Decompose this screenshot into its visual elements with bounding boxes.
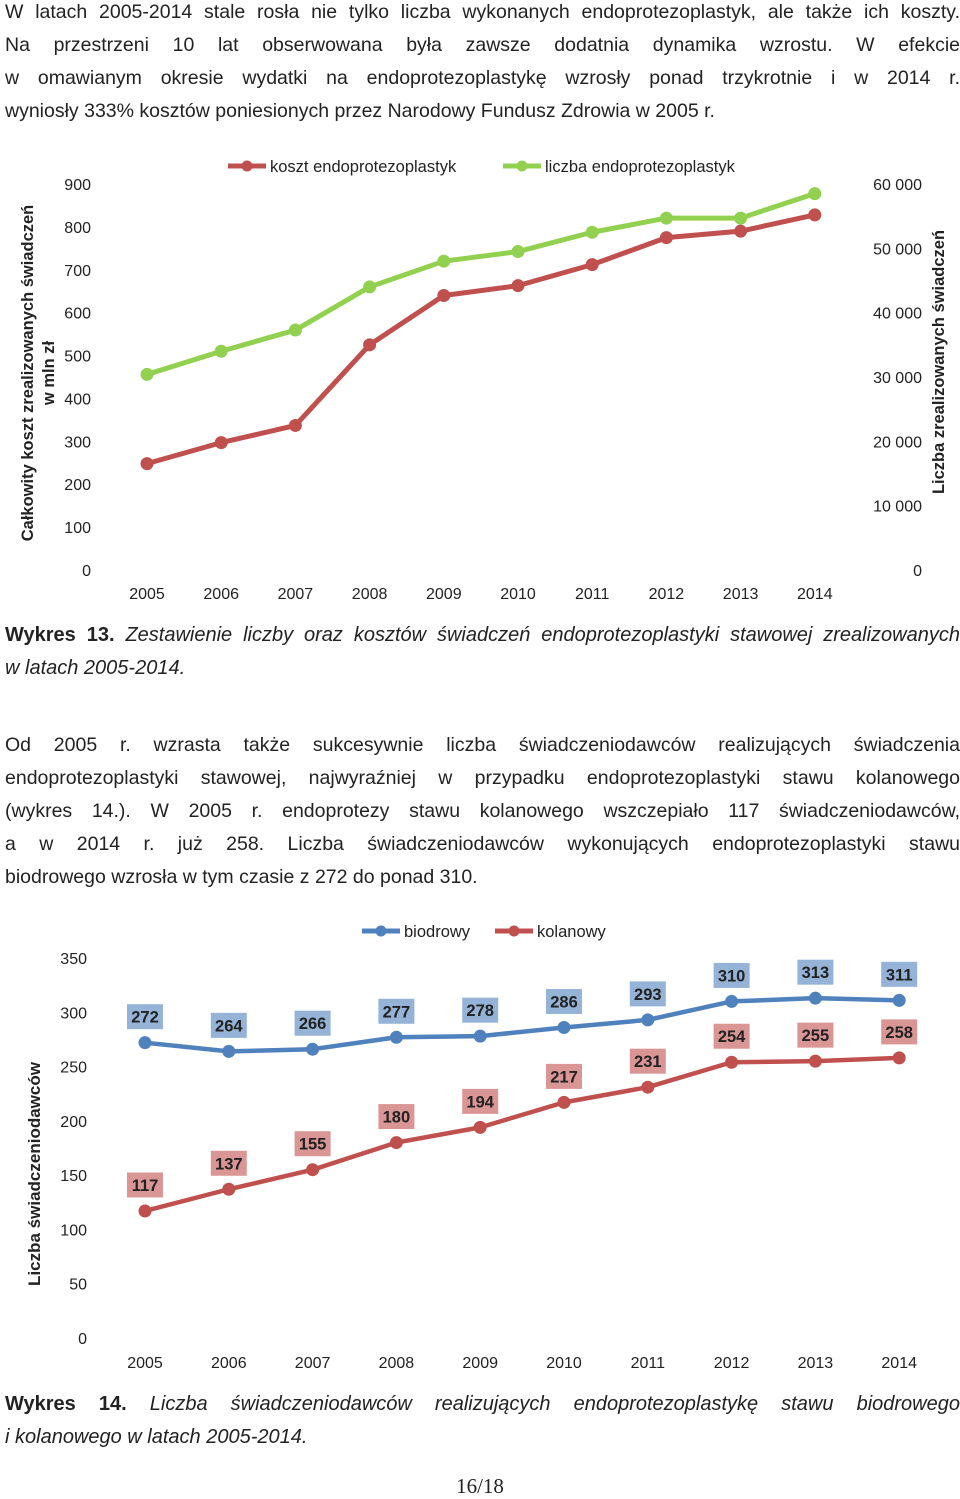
chart13-x-label: 2009 [426, 586, 462, 603]
chart14-biodrowy-data-label: 272 [131, 1008, 159, 1027]
chart13-liczba-point [437, 255, 450, 268]
chart14-biodrowy-point [390, 1031, 403, 1044]
chart13-right-tick: 40 000 [873, 305, 922, 323]
chart14-legend-label: kolanowy [537, 923, 606, 941]
chart14-biodrowy-point [222, 1045, 235, 1058]
caption-14 [5, 1388, 960, 1454]
caption13-line-1 [5, 619, 960, 652]
chart14-kolanowy-data-label: 137 [215, 1155, 243, 1174]
chart13-left-tick: 700 [64, 262, 91, 280]
chart14-y-tick: 150 [60, 1168, 87, 1186]
chart14-kolanowy-line [145, 1058, 899, 1211]
chart14-kolanowy-data-label: 255 [801, 1027, 830, 1046]
chart13-koszt-point [512, 279, 525, 292]
chart14-biodrowy-data-label: 277 [382, 1003, 411, 1022]
body-paragraph [5, 729, 960, 894]
chart13-left-tick: 600 [64, 305, 91, 323]
chart13-right-tick: 10 000 [873, 498, 922, 516]
chart13-koszt-point [660, 231, 673, 244]
caption13-text-1: Zestawienie liczby oraz kosztów świadczeń endoprotezoplastyki stawowej zrealizowanych [125, 624, 960, 646]
chart13-koszt-point [586, 258, 599, 271]
chart14-legend [362, 923, 607, 941]
chart13-legend-label: liczba endoprotezoplastyk [545, 158, 735, 176]
chart13-left-tick: 200 [64, 477, 91, 495]
chart13-liczba-line [147, 194, 815, 375]
chart-14 [0, 910, 960, 1380]
chart13-right-tick: 20 000 [873, 434, 922, 452]
chart13-right-tick: 50 000 [873, 241, 922, 259]
chart13-koszt-point [363, 338, 376, 351]
chart14-x-label: 2008 [378, 1355, 415, 1372]
chart14-biodrowy-data-label: 313 [801, 964, 830, 983]
caption14-label: Wykres 14. [5, 1393, 127, 1415]
body-line-4: a w 2014 r. już 258. Liczba świadczeniodawców wykonujących endoprotezoplastyki stawu [5, 833, 960, 855]
chart14-x-label: 2014 [881, 1355, 917, 1372]
chart13-legend-marker [517, 161, 528, 172]
chart13-series [141, 187, 822, 470]
chart14-y-tick: 50 [69, 1276, 87, 1294]
chart14-kolanowy-point [474, 1121, 487, 1134]
chart14-x-label: 2006 [211, 1355, 247, 1372]
caption13-label: Wykres 13. [5, 624, 115, 646]
chart13-right-tick: 0 [913, 563, 922, 580]
chart13-koszt-point [141, 457, 154, 470]
chart14-x-label: 2012 [713, 1355, 750, 1372]
chart13-koszt-point [808, 208, 821, 221]
chart14-biodrowy-data-label: 310 [717, 967, 746, 986]
chart13-koszt-point [734, 225, 747, 238]
chart14-biodrowy-point [474, 1030, 487, 1043]
chart14-kolanowy-point [725, 1056, 738, 1069]
chart13-liczba-point [660, 212, 673, 225]
intro-line-3: w omawianym okresie wydatki na endoprotezoplastykę wzrosły ponad trzykrotnie i w 2014 r. [5, 67, 960, 89]
body-line-5: biodrowego wzrosła w tym czasie z 272 do ponad 310. [5, 866, 478, 888]
chart13-liczba-point [808, 187, 821, 200]
chart14-biodrowy-data-label: 293 [634, 985, 662, 1004]
intro-paragraph [5, 0, 960, 128]
chart13-legend [228, 158, 736, 176]
intro-line-4: wyniosły 333% kosztów poniesionych przez Narodowy Fundusz Zdrowia w 2005 r. [5, 100, 715, 122]
body-line-1: Od 2005 r. wzrasta także sukcesywnie liczba świadczeniodawców realizujących świadczenia [5, 734, 960, 756]
chart14-y-axis-title: Liczba świadczeniodawców [25, 1062, 44, 1286]
chart14-biodrowy-data-label: 311 [885, 966, 913, 985]
caption13-line-2 [5, 652, 960, 685]
chart13-left-axis-title-line-2: w mln zł [40, 340, 58, 406]
page-number: 16/18 [456, 1474, 504, 1498]
chart14-kolanowy-data-label: 194 [466, 1093, 494, 1112]
chart13-left-axis-title-line-1: Całkowity koszt zrealizowanych świadczeń [19, 204, 37, 542]
chart13-x-label: 2010 [500, 586, 536, 603]
chart13-liczba-point [586, 226, 599, 239]
chart14-kolanowy-data-label: 231 [634, 1053, 662, 1072]
chart14-legend-marker [376, 926, 387, 937]
chart13-koszt-point [289, 419, 302, 432]
body-line-3: (wykres 14.). W 2005 r. endoprotezy stawu kolanowego wszczepiało 117 świadczeniodawców, [5, 800, 960, 822]
chart13-x-label: 2007 [277, 586, 314, 603]
chart13-x-label: 2006 [203, 586, 239, 603]
chart14-biodrowy-point [725, 995, 738, 1008]
chart14-y-axis-ticks [60, 951, 87, 1348]
chart14-biodrowy-data-label: 278 [466, 1002, 494, 1021]
chart13-left-tick: 500 [64, 348, 91, 366]
chart13-liczba-point [363, 280, 376, 293]
chart13-left-tick: 0 [82, 563, 91, 580]
caption14-line-1 [5, 1388, 960, 1421]
chart14-kolanowy-point [893, 1051, 906, 1064]
chart13-right-tick: 30 000 [873, 370, 922, 387]
chart13-x-label: 2011 [574, 586, 610, 603]
chart13-left-tick: 400 [64, 391, 91, 409]
chart14-x-label: 2010 [546, 1355, 582, 1372]
chart13-koszt-point [437, 289, 450, 302]
chart13-x-label: 2012 [648, 586, 685, 603]
chart13-right-axis-title: Liczba zrealizowanych świadczeń [930, 229, 948, 495]
chart13-left-tick: 100 [64, 520, 91, 538]
chart13-left-tick: 300 [64, 434, 91, 452]
chart13-x-label: 2013 [722, 586, 759, 603]
chart14-y-tick: 0 [78, 1331, 87, 1348]
chart-13 [0, 140, 960, 620]
chart14-biodrowy-point [139, 1036, 152, 1049]
intro-line-2: Na przestrzeni 10 lat obserwowana była zawsze dodatnia dynamika wzrostu. W efekcie [5, 34, 960, 56]
chart14-kolanowy-data-label: 117 [131, 1176, 159, 1195]
chart14-x-label: 2013 [797, 1355, 834, 1372]
chart14-kolanowy-point [222, 1183, 235, 1196]
chart13-right-tick: 60 000 [873, 177, 922, 194]
chart14-biodrowy-data-label: 266 [298, 1015, 327, 1034]
chart14-kolanowy-point [558, 1096, 571, 1109]
chart13-right-axis-ticks [873, 177, 922, 580]
chart14-kolanowy-point [390, 1136, 403, 1149]
chart14-legend-marker [509, 926, 520, 937]
chart13-left-axis-ticks [64, 177, 91, 580]
chart14-biodrowy-point [558, 1021, 571, 1034]
body-line-2: endoprotezoplastyki stawowej, najwyraźniej w przypadku endoprotezoplastyki stawu kolanowego [5, 767, 960, 789]
chart14-biodrowy-point [306, 1043, 319, 1056]
caption13-text-2: w latach 2005-2014. [5, 657, 186, 679]
chart14-x-axis-labels [127, 1355, 917, 1372]
chart14-legend-label: biodrowy [404, 923, 471, 941]
chart14-x-label: 2009 [462, 1355, 498, 1372]
chart14-kolanowy-data-label: 217 [550, 1068, 578, 1087]
chart14-x-label: 2011 [630, 1355, 666, 1372]
chart13-koszt-point [215, 436, 228, 449]
chart14-kolanowy-point [809, 1055, 822, 1068]
chart14-biodrowy-data-label: 264 [215, 1017, 243, 1036]
chart13-koszt-line [147, 215, 815, 464]
chart14-kolanowy-data-label: 155 [298, 1135, 327, 1154]
chart14-biodrowy-point [893, 994, 906, 1007]
chart14-y-tick: 200 [60, 1113, 87, 1131]
chart14-kolanowy-data-label: 254 [717, 1028, 746, 1047]
chart13-liczba-point [734, 212, 747, 225]
chart13-liczba-point [512, 245, 525, 258]
chart14-kolanowy-point [306, 1163, 319, 1176]
chart14-y-tick: 100 [60, 1222, 87, 1240]
chart13-liczba-point [141, 368, 154, 381]
chart13-left-tick: 800 [64, 219, 91, 237]
chart14-kolanowy-data-label: 258 [885, 1023, 913, 1042]
chart14-x-label: 2005 [127, 1355, 163, 1372]
chart14-kolanowy-data-label: 180 [382, 1108, 411, 1127]
caption-13 [5, 619, 960, 685]
chart13-liczba-point [215, 345, 228, 358]
chart14-y-tick: 300 [60, 1005, 87, 1023]
chart14-biodrowy-data-label: 286 [550, 993, 578, 1012]
chart14-biodrowy-point [641, 1013, 654, 1026]
chart13-x-label: 2008 [351, 586, 388, 603]
chart14-biodrowy-line [145, 998, 899, 1051]
caption14-text-2: i kolanowego w latach 2005-2014. [5, 1426, 308, 1448]
chart13-legend-label: koszt endoprotezoplastyk [270, 158, 457, 176]
chart13-x-axis-labels [129, 586, 832, 603]
chart14-y-tick: 350 [60, 951, 87, 968]
chart14-kolanowy-point [641, 1081, 654, 1094]
chart14-biodrowy-point [809, 992, 822, 1005]
chart13-left-tick: 900 [64, 177, 91, 194]
caption14-text-1: Liczba świadczeniodawców realizujących endoprotezoplastykę stawu biodrowego [149, 1393, 960, 1415]
chart14-x-label: 2007 [294, 1355, 331, 1372]
chart13-liczba-point [289, 324, 302, 337]
chart13-x-label: 2014 [797, 586, 833, 603]
chart13-x-label: 2005 [129, 586, 165, 603]
chart14-y-tick: 250 [60, 1059, 87, 1077]
chart14-series [127, 960, 917, 1218]
intro-line-1: W latach 2005-2014 stale rosła nie tylko liczba wykonanych endoprotezoplastyk, ale także ich koszty. [5, 1, 960, 23]
caption14-line-2 [5, 1421, 960, 1454]
chart14-kolanowy-point [139, 1204, 152, 1217]
chart13-legend-marker [242, 161, 253, 172]
